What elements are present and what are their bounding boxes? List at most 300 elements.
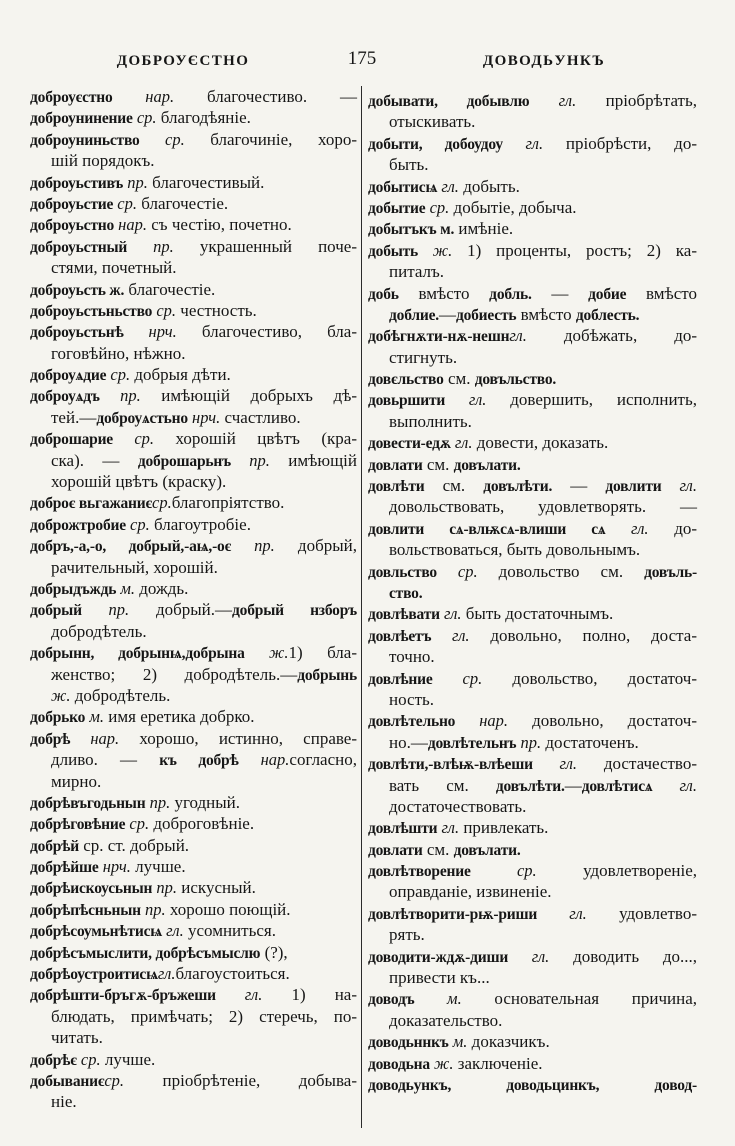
entry-line bbox=[30, 364, 357, 385]
headword: довлѣтворение bbox=[368, 863, 471, 881]
entry-line bbox=[368, 775, 697, 796]
entry-line bbox=[368, 839, 697, 860]
dictionary-entry bbox=[30, 706, 357, 727]
headword: довлѣти,-влѣѭ-влѣеши bbox=[368, 756, 533, 774]
headword: довлити bbox=[605, 478, 662, 496]
entry-line bbox=[30, 257, 357, 278]
grammar-label: гл. bbox=[437, 176, 459, 196]
entry-line bbox=[368, 304, 697, 325]
headword: добрый bbox=[30, 602, 82, 620]
headword: довьршити bbox=[368, 392, 446, 410]
entry-line bbox=[368, 561, 697, 582]
grammar-label: ср. bbox=[125, 814, 150, 834]
entry-line bbox=[30, 728, 357, 749]
definition-text: дливо. — bbox=[51, 750, 160, 770]
entry-line bbox=[368, 240, 697, 261]
definition-text: хорошій цвѣтъ (кра- bbox=[154, 429, 358, 449]
definition-text: ніе. bbox=[51, 1092, 77, 1112]
definition-text: см. bbox=[424, 476, 484, 496]
headword: добыти, добоудоу bbox=[368, 135, 503, 153]
entry-line bbox=[368, 454, 697, 475]
headword: къ добрѣ bbox=[159, 752, 239, 770]
grammar-label: гл. bbox=[652, 775, 697, 795]
dictionary-entry bbox=[30, 428, 357, 492]
entry-line bbox=[368, 1074, 697, 1095]
definition-text: мирно. bbox=[51, 771, 102, 791]
definition-text: отыскивать. bbox=[389, 112, 476, 132]
entry-line bbox=[30, 578, 357, 599]
entry-line bbox=[30, 706, 357, 727]
definition-text: благоустоиться. bbox=[175, 964, 290, 984]
entry-line bbox=[30, 557, 357, 578]
dictionary-entry bbox=[30, 514, 357, 535]
headword: добѣгнѫти-нѫ-нешн bbox=[368, 328, 510, 346]
dictionary-entry bbox=[368, 839, 697, 860]
entry-line bbox=[368, 710, 697, 731]
headword: доброуѧдие bbox=[30, 367, 107, 385]
headword: добрый нзборъ bbox=[232, 602, 357, 620]
grammar-label: гл. bbox=[445, 390, 487, 410]
definition-text: выполнить. bbox=[389, 411, 472, 431]
definition-text: гоговѣйно, нѣжно. bbox=[51, 343, 186, 363]
headword: добрѣоустроитисѩ bbox=[30, 966, 158, 984]
definition-text: но.— bbox=[389, 732, 428, 752]
entry-line bbox=[30, 1049, 357, 1070]
dictionary-entry bbox=[368, 903, 697, 946]
dictionary-entry bbox=[368, 1031, 697, 1052]
headword: довлѣетъ bbox=[368, 627, 432, 645]
definition-text: добыть. bbox=[458, 176, 520, 196]
headword: добрѣйше bbox=[30, 859, 99, 877]
grammar-label: нрч. bbox=[98, 857, 131, 877]
dictionary-entry bbox=[30, 877, 357, 898]
dictionary-entry bbox=[368, 518, 697, 561]
headword: довести-едѫ bbox=[368, 435, 451, 453]
definition-text: довести, доказать. bbox=[472, 433, 609, 453]
definition-text: вольствоваться, быть довольнымъ. bbox=[389, 540, 641, 560]
entry-line bbox=[368, 111, 697, 132]
definition-text: точно. bbox=[389, 647, 435, 667]
definition-text: довольство, достаточ- bbox=[482, 668, 698, 688]
entry-line bbox=[368, 539, 697, 560]
grammar-label: нрч. bbox=[187, 407, 221, 427]
headword: доброунинение bbox=[30, 110, 133, 128]
entry-line bbox=[30, 899, 357, 920]
dictionary-entry bbox=[368, 710, 697, 753]
headword: доброуѧстьно bbox=[96, 409, 188, 427]
headword: довъль- bbox=[644, 563, 698, 581]
entry-line bbox=[368, 1031, 697, 1052]
entry-line bbox=[30, 813, 357, 834]
entry-line bbox=[368, 988, 697, 1009]
definition-text: добрый, bbox=[274, 536, 357, 556]
definition-text: имѣющій bbox=[269, 450, 357, 470]
headword: довлати bbox=[368, 841, 423, 859]
entry-line bbox=[30, 642, 357, 663]
definition-text: см. bbox=[422, 454, 454, 474]
grammar-label: гл. bbox=[431, 625, 470, 645]
headword: доброшарьнъ bbox=[137, 452, 231, 470]
definition-text: привести къ... bbox=[389, 968, 490, 988]
dictionary-entry bbox=[368, 197, 697, 218]
page-number: 175 bbox=[347, 48, 377, 69]
grammar-label: ср. bbox=[125, 514, 150, 534]
dictionary-entry bbox=[30, 984, 357, 1048]
entry-line bbox=[30, 984, 357, 1005]
grammar-label: пр. bbox=[123, 172, 148, 192]
definition-text: стями, почетный. bbox=[51, 258, 177, 278]
entry-line bbox=[368, 646, 697, 667]
grammar-label: ср. bbox=[112, 429, 155, 449]
entry-line bbox=[368, 325, 697, 346]
grammar-label: м. bbox=[448, 1032, 468, 1052]
entry-line bbox=[30, 792, 357, 813]
headword: доброуниньство bbox=[30, 131, 140, 149]
definition-text: дождь. bbox=[135, 578, 189, 598]
entry-line bbox=[30, 963, 357, 984]
entry-line bbox=[30, 279, 357, 300]
dictionary-entry bbox=[30, 107, 357, 128]
definition-text: благочестіе. bbox=[124, 279, 216, 299]
definition-text: читать. bbox=[51, 1028, 103, 1048]
headword: доброє вьгажаниє bbox=[30, 495, 152, 513]
dictionary-entry bbox=[30, 942, 357, 963]
entry-line bbox=[368, 796, 697, 817]
entry-line bbox=[368, 368, 697, 389]
left-guideword: ДОБРОУЄСТНО bbox=[116, 53, 250, 69]
definition-text: доказчикъ. bbox=[467, 1032, 550, 1052]
headword: добрыдъждь bbox=[30, 580, 117, 598]
grammar-label: гл. bbox=[508, 946, 550, 966]
definition-text: тей.— bbox=[51, 407, 97, 427]
dictionary-entry bbox=[368, 753, 697, 817]
headword: довълѣти. bbox=[495, 777, 565, 795]
dictionary-entry bbox=[368, 90, 697, 133]
headword: добрѣє bbox=[30, 1051, 77, 1069]
dictionary-entry bbox=[30, 920, 357, 941]
entry-line bbox=[30, 428, 357, 449]
headword: доводити-ждѫ-диши bbox=[368, 948, 509, 966]
headword: добрько bbox=[30, 709, 86, 727]
headword: добръ,-а,-о, добрый,-аѩ,-оє bbox=[30, 538, 232, 556]
entry-line bbox=[30, 1006, 357, 1027]
headword: довълати. bbox=[453, 456, 521, 474]
definition-text: привлекать. bbox=[459, 818, 549, 838]
definition-text: хорошій цвѣтъ (краску). bbox=[51, 472, 227, 492]
grammar-label: гл. bbox=[502, 133, 544, 153]
entry-line bbox=[368, 1053, 697, 1074]
entry-line bbox=[30, 514, 357, 535]
entry-line bbox=[30, 685, 357, 706]
definition-text: имя еретика добрко. bbox=[104, 707, 255, 727]
headword: доблесть. bbox=[575, 306, 640, 324]
dictionary-entry bbox=[368, 176, 697, 197]
definition-text: добродѣтель. bbox=[70, 685, 171, 705]
definition-text: доводить до..., bbox=[549, 946, 697, 966]
dictionary-entry bbox=[30, 492, 357, 513]
definition-text: добрыя дѣти. bbox=[130, 365, 231, 385]
dictionary-entry bbox=[30, 364, 357, 385]
dictionary-entry bbox=[368, 389, 697, 432]
entry-line bbox=[30, 343, 357, 364]
dictionary-entry bbox=[30, 385, 357, 428]
definition-text: имѣющій добрыхъ дѣ- bbox=[140, 386, 357, 406]
headword: довлѣние bbox=[368, 670, 433, 688]
headword: доброшарие bbox=[30, 431, 113, 449]
definition-text: благопріятство. bbox=[171, 493, 285, 513]
definition-text: усомниться. bbox=[183, 921, 276, 941]
entry-line bbox=[30, 214, 357, 235]
grammar-label: ср. bbox=[139, 129, 185, 149]
headword: добыть bbox=[368, 242, 419, 260]
entry-line bbox=[368, 732, 697, 753]
dictionary-entry bbox=[368, 988, 697, 1031]
definition-text: хорошо, истинно, справе- bbox=[119, 728, 357, 748]
definition-text: добрый.— bbox=[129, 600, 233, 620]
definition-text: благочестиво. — bbox=[174, 87, 358, 106]
grammar-label: ж. bbox=[429, 1053, 454, 1073]
definition-text: благочестіе. bbox=[137, 193, 229, 213]
dictionary-entry bbox=[368, 817, 697, 838]
right-guideword: ДОВОДЬУНКЪ bbox=[482, 53, 606, 69]
headword: довлѣтворити-рѭ-риши bbox=[368, 905, 538, 923]
definition-text: довершить, исполнить, bbox=[486, 390, 697, 410]
definition-text: довольство см. bbox=[477, 561, 645, 581]
entry-line bbox=[368, 197, 697, 218]
entry-line bbox=[30, 877, 357, 898]
dictionary-entry bbox=[368, 668, 697, 711]
dictionary-entry bbox=[30, 856, 357, 877]
dictionary-entry bbox=[30, 599, 357, 642]
headword: добрѣсъмыслити, добрѣсъмыслю bbox=[30, 944, 261, 962]
entry-line bbox=[30, 385, 357, 406]
dictionary-entry bbox=[30, 899, 357, 920]
entry-line bbox=[30, 1091, 357, 1112]
dictionary-entry bbox=[368, 1053, 697, 1074]
dictionary-entry bbox=[30, 963, 357, 984]
definition-text: доказательство. bbox=[389, 1010, 503, 1030]
entry-line bbox=[30, 236, 357, 257]
headword: добрынь bbox=[297, 666, 357, 684]
definition-text: вмѣсто bbox=[398, 283, 490, 303]
entry-line bbox=[30, 129, 357, 150]
dictionary-entry bbox=[368, 368, 697, 389]
dictionary-entry bbox=[368, 454, 697, 475]
definition-text: пріобрѣтеніе, добыва- bbox=[124, 1070, 357, 1090]
dictionary-entry bbox=[30, 1070, 357, 1113]
dictionary-entry bbox=[30, 535, 357, 578]
dictionary-entry bbox=[30, 300, 357, 321]
definition-text: искусный. bbox=[177, 878, 256, 898]
definition-text: вмѣсто bbox=[516, 304, 576, 324]
grammar-label: ср. bbox=[104, 1070, 125, 1090]
dictionary-entry bbox=[30, 236, 357, 279]
entry-line bbox=[368, 411, 697, 432]
entry-line bbox=[368, 946, 697, 967]
entry-line bbox=[368, 860, 697, 881]
entry-line bbox=[30, 1070, 357, 1091]
definition-text: до- bbox=[648, 518, 698, 538]
grammar-label: ср. bbox=[113, 193, 137, 213]
grammar-label: гл. bbox=[162, 921, 184, 941]
grammar-label: м. bbox=[414, 989, 462, 1009]
headword: довълѣти. bbox=[483, 478, 553, 496]
dictionary-entry bbox=[30, 728, 357, 792]
definition-text: добродѣтель. bbox=[51, 621, 147, 641]
headword: добываниє bbox=[30, 1072, 105, 1090]
grammar-label: ж. bbox=[51, 685, 71, 705]
headword: добытисѩ bbox=[368, 178, 438, 196]
definition-text: довольствовать, удовлетворять. — bbox=[389, 497, 697, 517]
dictionary-entry bbox=[368, 240, 697, 283]
definition-text: имѣніе. bbox=[454, 219, 514, 239]
grammar-label: пр. bbox=[145, 792, 171, 812]
entry-line bbox=[30, 471, 357, 492]
dictionary-entry bbox=[368, 860, 697, 903]
definition-text: — bbox=[564, 775, 582, 795]
definition-text: ср. ст. добрый. bbox=[79, 835, 190, 855]
headword: добывати, добывлю bbox=[368, 93, 530, 110]
dictionary-entry bbox=[368, 946, 697, 989]
definition-text: достаточенъ. bbox=[541, 732, 639, 752]
grammar-label: ср. bbox=[76, 1049, 101, 1069]
grammar-label: м. bbox=[116, 578, 135, 598]
definition-text: пріобрѣтать, bbox=[576, 91, 697, 110]
headword: довлѣти bbox=[368, 478, 425, 496]
entry-line bbox=[368, 817, 697, 838]
entry-line bbox=[368, 261, 697, 282]
dictionary-entry bbox=[30, 214, 357, 235]
entry-line bbox=[368, 518, 697, 539]
grammar-label: ж. bbox=[418, 240, 453, 260]
grammar-label: ср. bbox=[152, 300, 177, 320]
dictionary-entry bbox=[30, 642, 357, 706]
dictionary-entry bbox=[368, 561, 697, 604]
entry-line bbox=[30, 856, 357, 877]
grammar-label: пр. bbox=[99, 386, 141, 406]
headword: довълати. bbox=[453, 841, 521, 859]
grammar-label: ж. bbox=[244, 643, 289, 663]
grammar-label: пр. bbox=[140, 899, 166, 919]
entry-line bbox=[30, 664, 357, 685]
entry-line bbox=[368, 389, 697, 410]
headword: ство. bbox=[389, 584, 423, 602]
headword: добрѣпѣсньнын bbox=[30, 901, 141, 919]
headword: добрѣ bbox=[30, 730, 71, 748]
headword: довлѣвати bbox=[368, 606, 440, 624]
headword: доблие. bbox=[389, 306, 439, 324]
entry-line bbox=[368, 218, 697, 239]
headword: добрѣговѣние bbox=[30, 816, 126, 834]
definition-text: добѣжать, до- bbox=[526, 326, 697, 346]
grammar-label: пр. bbox=[230, 450, 270, 470]
headword: добль. bbox=[489, 285, 532, 303]
definition-text: благоутробіе. bbox=[149, 514, 251, 534]
grammar-label: пр. bbox=[516, 732, 542, 752]
headword: доброуєстно bbox=[30, 89, 113, 106]
entry-line bbox=[368, 496, 697, 517]
definition-text: достаточествовать. bbox=[389, 796, 527, 816]
headword: доброуьстьньство bbox=[30, 302, 153, 320]
headword: довлати bbox=[368, 456, 423, 474]
dictionary-entry bbox=[368, 133, 697, 176]
grammar-label: гл. bbox=[661, 476, 697, 496]
definition-text: рять. bbox=[389, 925, 425, 945]
headword: доброжтробие bbox=[30, 516, 126, 534]
grammar-label: гл. bbox=[537, 903, 587, 923]
headword: добытъкъ м. bbox=[368, 221, 455, 239]
entry-line bbox=[30, 150, 357, 171]
headword: доводьункъ, доводьцинкъ, довод- bbox=[368, 1076, 697, 1094]
dictionary-entry bbox=[368, 603, 697, 624]
definition-text: вать см. bbox=[389, 775, 496, 795]
dictionary-entry bbox=[368, 325, 697, 368]
entry-line bbox=[30, 599, 357, 620]
entry-line bbox=[368, 90, 697, 111]
headword: довлѣтисѧ bbox=[581, 777, 653, 795]
headword: доводьна bbox=[368, 1055, 430, 1073]
dictionary-entry bbox=[30, 578, 357, 599]
entry-line bbox=[30, 86, 357, 107]
entry-line bbox=[30, 107, 357, 128]
dictionary-entry bbox=[30, 321, 357, 364]
grammar-label: ср. bbox=[470, 861, 537, 881]
headword: доброуьстно bbox=[30, 217, 115, 235]
dictionary-entry bbox=[368, 1074, 697, 1095]
headword: добиесть bbox=[455, 306, 517, 324]
dictionary-entry bbox=[30, 1049, 357, 1070]
grammar-label: гл. bbox=[532, 754, 578, 774]
headword: добрѣвъгодьнын bbox=[30, 794, 146, 812]
dictionary-entry bbox=[30, 193, 357, 214]
grammar-label: ср. bbox=[432, 668, 483, 688]
entry-line bbox=[30, 193, 357, 214]
entry-line bbox=[368, 154, 697, 175]
grammar-label: гл. bbox=[157, 964, 176, 984]
entry-line bbox=[368, 881, 697, 902]
entry-line bbox=[368, 689, 697, 710]
definition-text: достачество- bbox=[577, 754, 698, 774]
entry-line bbox=[30, 492, 357, 513]
definition-text: довольно, полно, доста- bbox=[469, 625, 697, 645]
grammar-label: ср. bbox=[106, 365, 131, 385]
definition-text: ность. bbox=[389, 689, 434, 709]
left-column bbox=[30, 86, 357, 1113]
grammar-label: гл. bbox=[437, 818, 460, 838]
definition-text: благочестиво, бла- bbox=[176, 322, 357, 342]
entry-line bbox=[368, 133, 697, 154]
dictionary-entry bbox=[30, 172, 357, 193]
definition-text: довольно, достаточ- bbox=[508, 711, 698, 731]
dictionary-entry bbox=[368, 283, 697, 326]
definition-text: доброговѣніе. bbox=[149, 814, 255, 834]
entry-line bbox=[30, 771, 357, 792]
definition-text: хорошо поющій. bbox=[165, 899, 291, 919]
column-divider bbox=[361, 86, 362, 1128]
dictionary-entry bbox=[30, 813, 357, 834]
headword: довлѣтельнъ bbox=[427, 734, 517, 752]
grammar-label: ср. bbox=[132, 108, 157, 128]
page-header bbox=[0, 48, 735, 74]
dictionary-entry bbox=[30, 86, 357, 107]
headword: доброуьстный bbox=[30, 238, 128, 256]
headword: доброуьстивъ bbox=[30, 174, 124, 192]
definition-text: благочиніе, хоро- bbox=[184, 129, 357, 149]
headword: довльство bbox=[368, 563, 437, 581]
definition-text: см. bbox=[422, 839, 454, 859]
entry-line bbox=[30, 172, 357, 193]
entry-line bbox=[368, 924, 697, 945]
